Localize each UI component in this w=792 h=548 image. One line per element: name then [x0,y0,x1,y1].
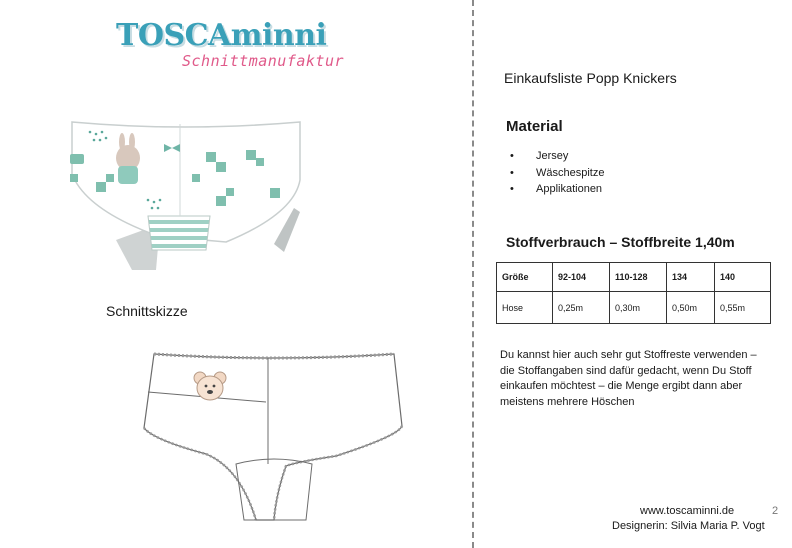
designer-credit: Designerin: Silvia Maria P. Vogt [612,520,765,532]
consumption-heading: Stoffverbrauch – Stoffbreite 1,40m [506,234,735,250]
logo-main-text: TOSCAminni [116,18,327,53]
table-cell: 0,30m [610,292,667,324]
leftover-fabric-note: Du kannst hier auch sehr gut Stoffreste verwenden – die Stoffangaben sind dafür gedacht, wenn Du Stoff einkaufen möchtest – die Menge ergibt dann aber meistens mehrere Höschen [500,349,757,408]
logo-sub-text: Schnittmanufaktur [182,52,345,70]
sketch-title: Schnittskizze [106,303,188,319]
material-list [510,150,604,200]
list-item: • Wäschespitze [510,167,604,184]
table-cell: 0,55m [715,292,771,324]
table-header-cell: Größe [497,263,553,292]
table-cell: 0,50m [667,292,715,324]
page-title: Einkaufsliste Popp Knickers [504,70,677,86]
product-photo [56,112,316,272]
table-header-row [497,263,771,292]
table-header-cell: 92-104 [553,263,610,292]
material-heading: Material [506,118,563,135]
website-url[interactable]: www.toscaminni.de [640,505,735,517]
table-row [497,292,771,324]
table-header-cell: 110-128 [610,263,667,292]
pattern-sketch [136,344,412,524]
brand-logo [112,18,352,78]
table-cell: 0,25m [553,292,610,324]
list-item: • Applikationen [510,183,604,200]
table-header-cell: 140 [715,263,771,292]
list-item: • Jersey [510,150,604,167]
page-divider [472,0,474,548]
table-cell: Hose [497,292,553,324]
fabric-table [496,262,771,324]
page-number: 2 [772,505,779,517]
table-header-cell: 134 [667,263,715,292]
